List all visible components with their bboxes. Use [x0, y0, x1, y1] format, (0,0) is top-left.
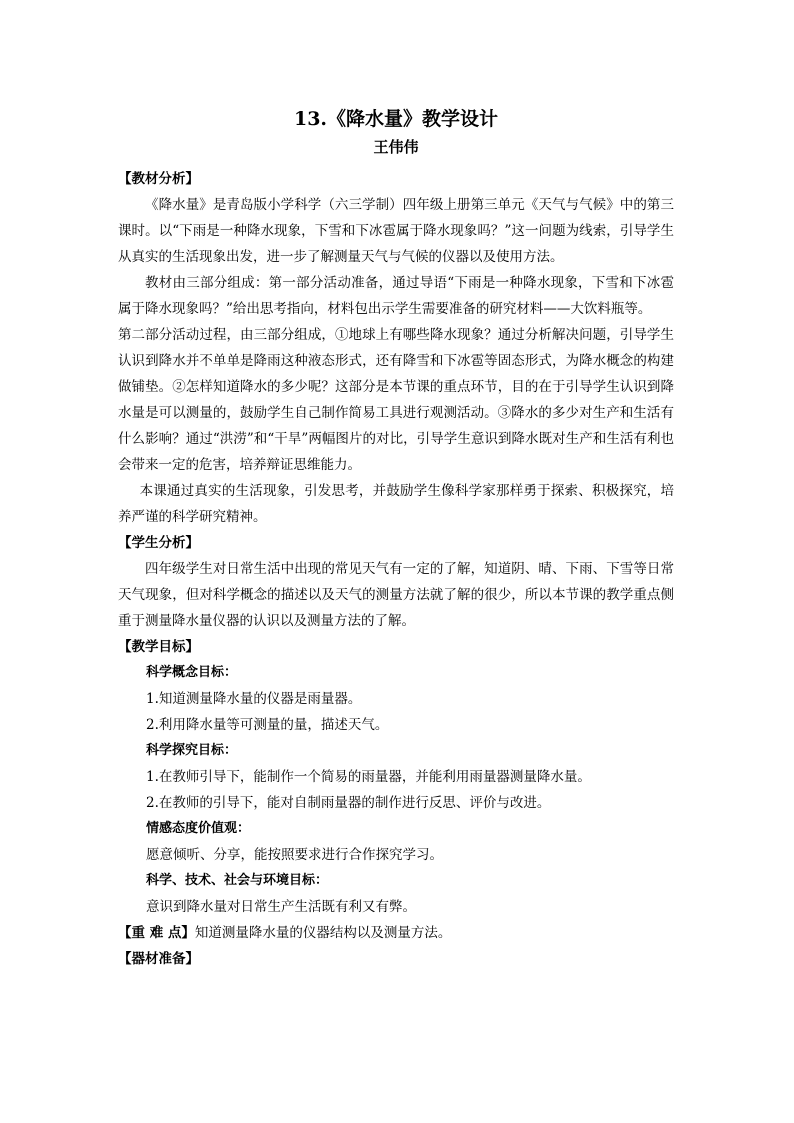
section-heading-key-points: 【重 难 点】 [118, 925, 195, 941]
document-title: 13.《降水量》教学设计 [293, 108, 499, 130]
material-analysis-paragraph-2: 教材由三部分组成：第一部分活动准备，通过导语“下雨是一种降水现象，下雪和下冰雹属于降水现象吗？”给出思考指向，材料包出示学生需要准备的研究材料——大饮料瓶等。 [118, 275, 674, 317]
document-content [118, 104, 674, 972]
concept-goal-item: 2.利用降水量等可测量的量，描述天气。 [146, 717, 389, 733]
sts-goal-item: 意识到降水量对日常生产生活既有利又有弊。 [146, 899, 416, 915]
section-heading-equipment: 【器材准备】 [118, 951, 199, 967]
attitude-goal-title: 情感态度价值观： [146, 821, 251, 836]
attitude-goal-item: 愿意倾听、分享，能按照要求进行合作探究学习。 [146, 847, 443, 863]
author-name: 王伟伟 [373, 138, 419, 156]
concept-goal-item: 1.知道测量降水量的仪器是雨量器。 [146, 691, 362, 707]
material-analysis-paragraph-3: 第二部分活动过程，由三部分组成，①地球上有哪些降水现象？通过分析解决问题，引导学生认识到降水并不单单是降雨这种液态形式，还有降雪和下冰雹等固态形式，为降水概念的构建做铺垫。②怎样知道降水的多少呢？这部分是本节课的重点环节，目的在于引导学生认识到降水量是可以测量的，鼓励学生自己制作简易工具进行观测活动。③降水的多少对生产和生活有什么影响？通过“洪涝”和“干旱”两幅图片的对比，引导学生意识到降水既对生产和生活有利也会带来一定的危害，培养辩证思维能力。 [118, 327, 674, 473]
inquiry-goal-item: 2.在教师的引导下，能对自制雨量器的制作进行反思、评价与改进。 [146, 795, 551, 811]
key-points-text: 知道测量降水量的仪器结构以及测量方法。 [194, 925, 452, 941]
section-heading-teaching-goals: 【教学目标】 [118, 639, 199, 655]
inquiry-goal-item: 1.在教师引导下，能制作一个简易的雨量器，并能利用雨量器测量降水量。 [146, 769, 591, 785]
concept-goal-title: 科学概念目标： [146, 665, 238, 680]
sts-goal-title: 科学、技术、社会与环境目标： [146, 873, 329, 888]
section-heading-material-analysis: 【教材分析】 [118, 171, 199, 187]
student-analysis-paragraph: 四年级学生对日常生活中出现的常见天气有一定的了解，知道阴、晴、下雨、下雪等日常天气现象，但对科学概念的描述以及天气的测量方法就了解的很少，所以本节课的教学重点侧重于测量降水量仪器的认识以及测量方法的了解。 [118, 561, 674, 629]
material-analysis-paragraph-1: 《降水量》是青岛版小学科学（六三学制）四年级上册第三单元《天气与气候》中的第三课时。以“下雨是一种降水现象，下雪和下冰雹属于降水现象吗？”这一问题为线索，引导学生从真实的生活现象出发，进一步了解测量天气与气候的仪器以及使用方法。 [118, 197, 674, 265]
section-heading-student-analysis: 【学生分析】 [118, 535, 199, 551]
key-points-line [118, 920, 674, 946]
material-analysis-paragraph-4: 本课通过真实的生活现象，引发思考，并鼓励学生像科学家那样勇于探索、积极探究，培养严谨的科学研究精神。 [118, 483, 674, 525]
inquiry-goal-title: 科学探究目标： [146, 743, 238, 758]
